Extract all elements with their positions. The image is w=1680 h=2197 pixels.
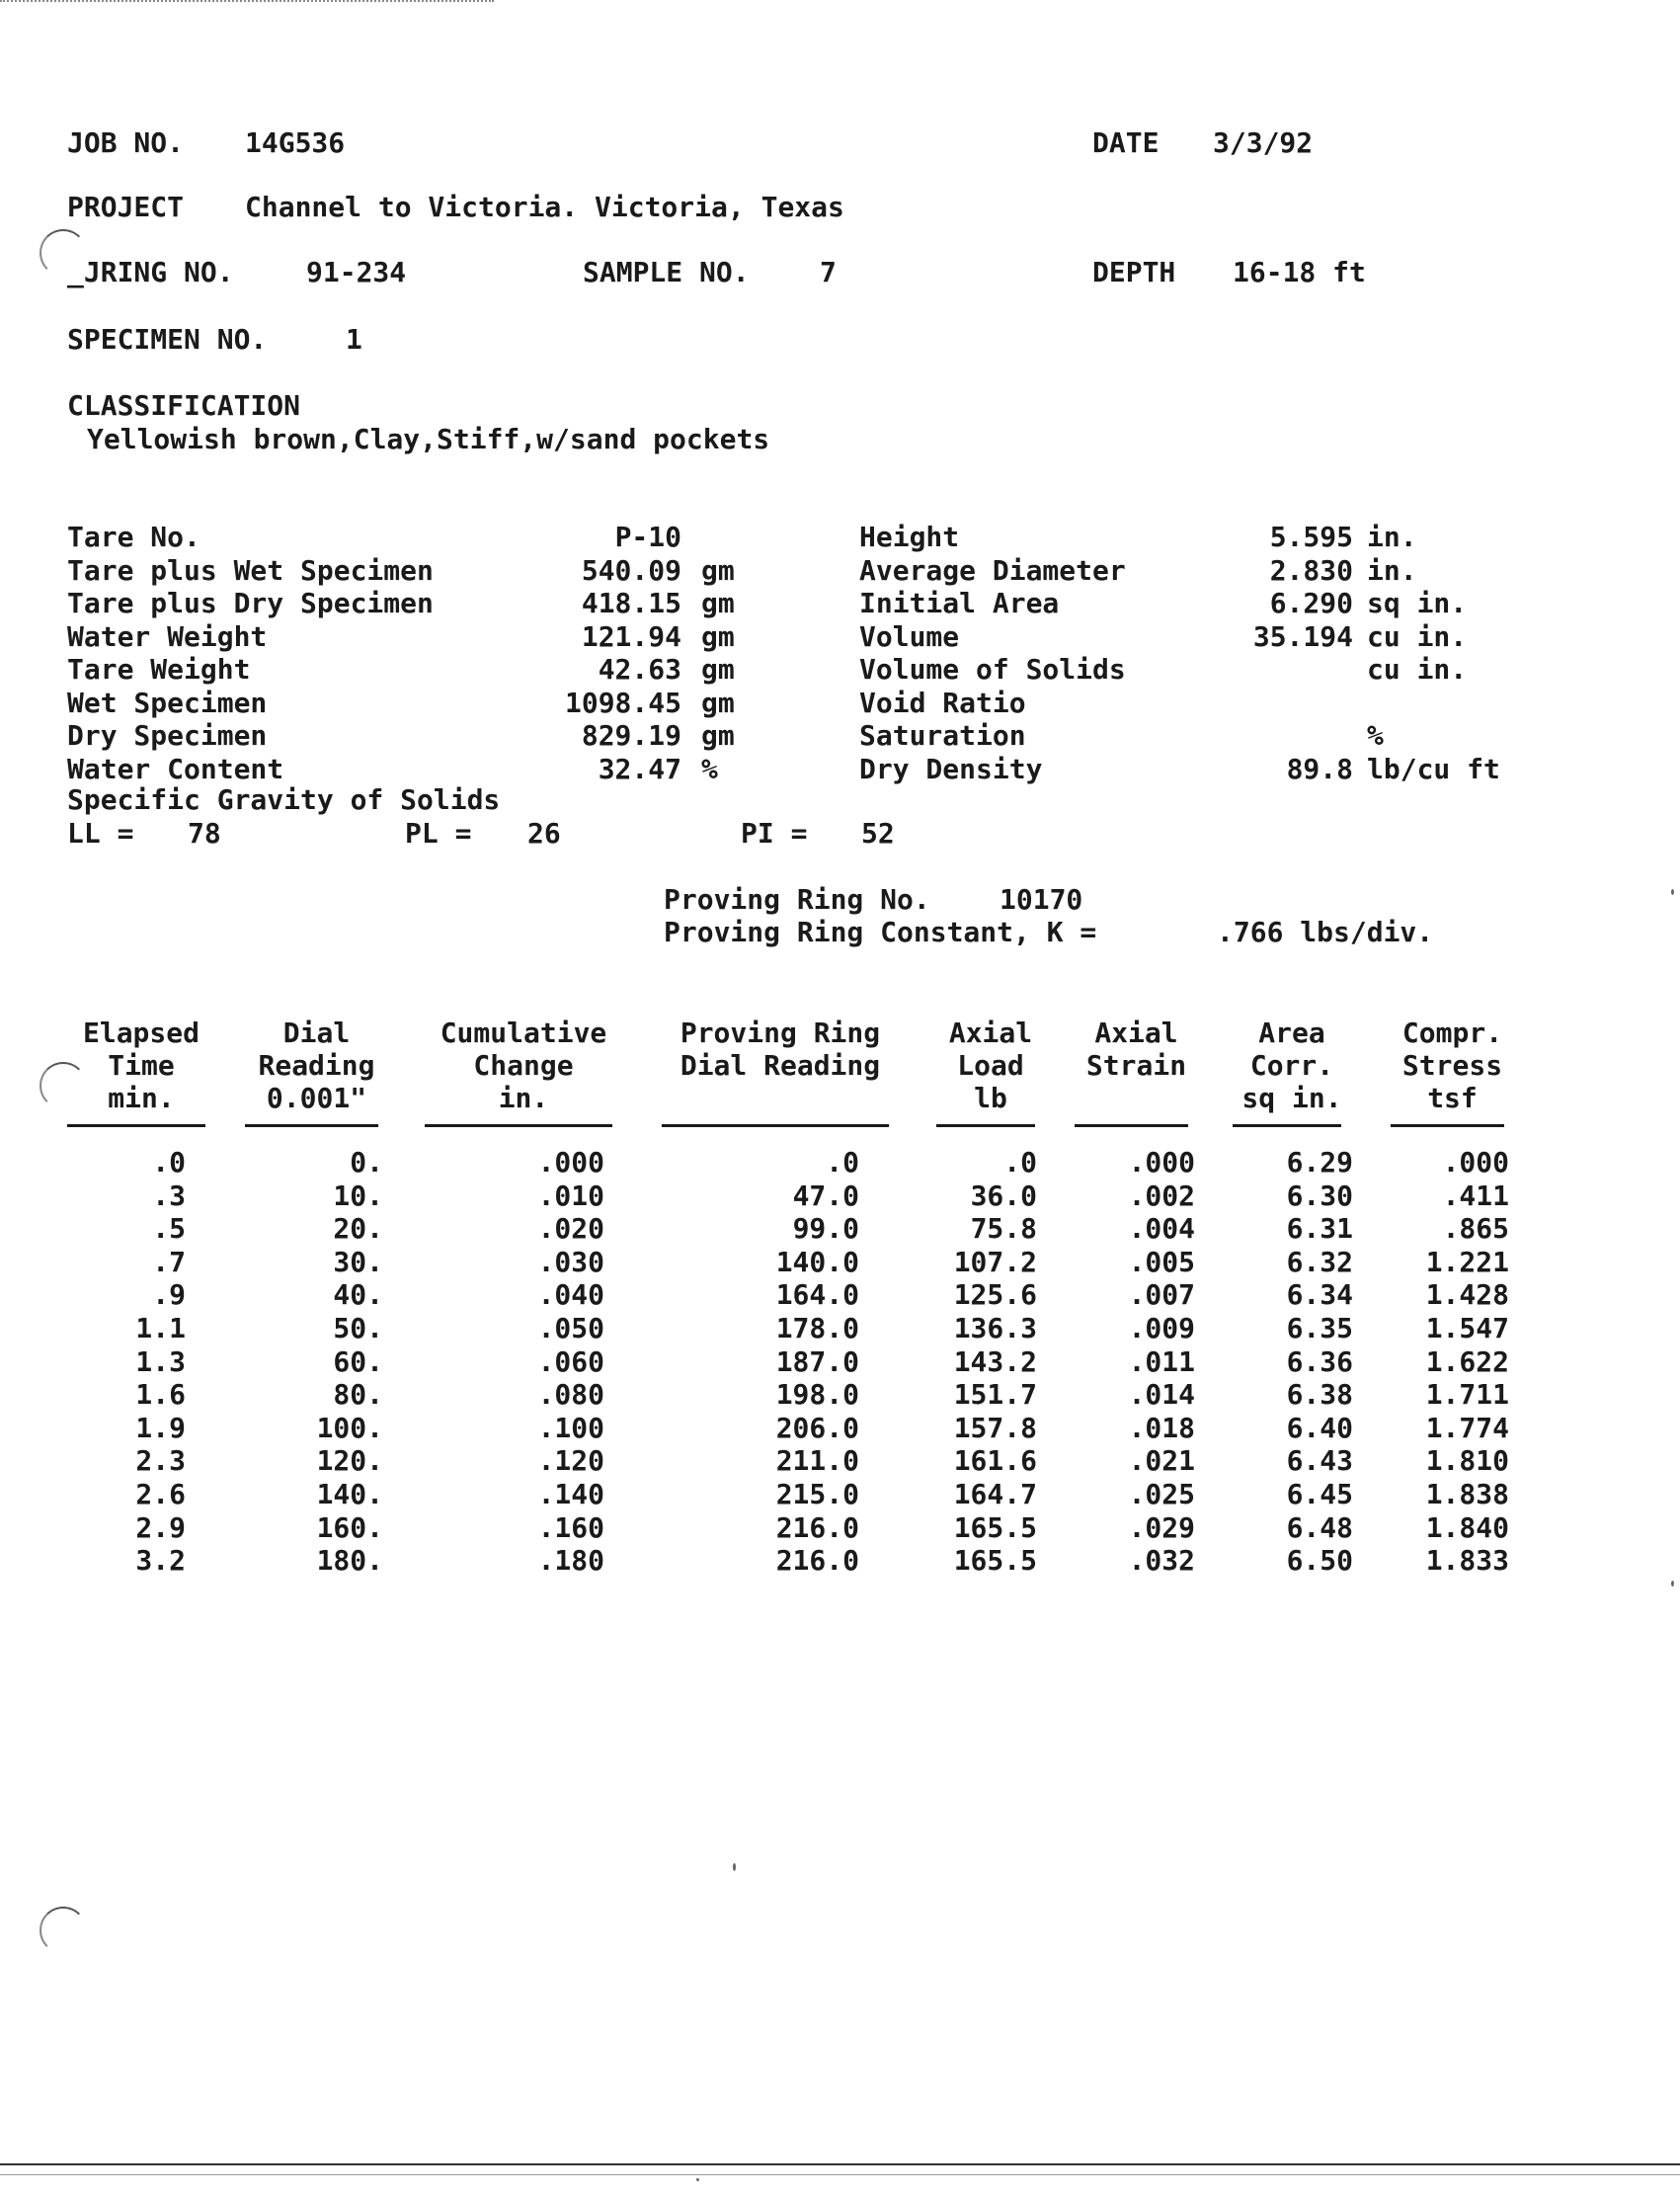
table-cell: 6.48 [1286, 1510, 1353, 1544]
ll-label: LL = [67, 817, 134, 850]
prop-unit: lb/cu ft [1367, 752, 1500, 785]
table-cell: 2.3 [135, 1444, 186, 1478]
prop-unit: sq in. [1367, 587, 1468, 619]
table-cell: 6.34 [1286, 1278, 1353, 1312]
table-cell: 6.32 [1286, 1245, 1353, 1278]
table-cell: 1.833 [1425, 1544, 1509, 1578]
table-header: lb [974, 1082, 1007, 1114]
prop-label: Initial Area [859, 587, 1060, 619]
prop-label: Tare Weight [67, 653, 251, 686]
table-cell: 10. [333, 1179, 383, 1212]
header-underline [67, 1124, 205, 1127]
table-cell: 47.0 [792, 1179, 859, 1212]
prop-unit: cu in. [1367, 619, 1468, 653]
table-cell: .120 [537, 1444, 604, 1478]
prop-value: 2.830 [1269, 553, 1353, 587]
pi-value: 52 [861, 817, 895, 850]
table-cell: .050 [537, 1312, 604, 1344]
table-cell: 161.6 [953, 1444, 1037, 1478]
prop-value: 1098.45 [564, 686, 681, 719]
table-cell: .7 [152, 1245, 186, 1278]
table-cell: .411 [1442, 1179, 1509, 1212]
table-cell: .004 [1128, 1212, 1195, 1246]
prop-unit: gm [701, 686, 735, 719]
boring-no-value: 91-234 [306, 256, 407, 288]
table-cell: 1.6 [135, 1378, 186, 1412]
prop-value: 5.595 [1269, 521, 1353, 553]
header-underline [1075, 1124, 1188, 1127]
table-cell: 165.5 [953, 1544, 1037, 1578]
table-cell: 178.0 [775, 1312, 859, 1344]
proving-ring-constant-label: Proving Ring Constant, K = [664, 916, 1097, 948]
table-cell: 2.9 [135, 1510, 186, 1544]
scan-top-marks [0, 0, 494, 5]
table-cell: .160 [537, 1510, 604, 1544]
table-cell: 80. [333, 1378, 383, 1412]
proving-ring-no-value: 10170 [1000, 883, 1083, 916]
sample-no-value: 7 [820, 256, 837, 288]
prop-value: P-10 [614, 521, 681, 553]
table-cell: 165.5 [953, 1510, 1037, 1544]
prop-label: Tare plus Wet Specimen [67, 553, 434, 587]
table-header: Strain [1085, 1049, 1187, 1082]
table-cell: 143.2 [953, 1344, 1037, 1378]
table-cell: 151.7 [953, 1378, 1037, 1412]
specific-gravity-label: Specific Gravity of Solids [67, 783, 501, 816]
prop-label: Tare No. [67, 521, 200, 553]
table-cell: .011 [1128, 1344, 1195, 1378]
prop-value: 32.47 [598, 752, 681, 785]
header-underline [245, 1124, 378, 1127]
prop-unit: in. [1367, 553, 1417, 587]
table-cell: 215.0 [775, 1478, 859, 1510]
table-header: Corr. [1249, 1049, 1334, 1082]
table-cell: 6.29 [1286, 1146, 1353, 1179]
table-cell: 206.0 [775, 1411, 859, 1444]
prop-label: Height [859, 521, 960, 553]
header-underline [1391, 1124, 1504, 1127]
prop-value: 829.19 [581, 719, 681, 752]
prop-value: 89.8 [1286, 752, 1353, 785]
prop-value: 540.09 [581, 553, 681, 587]
table-cell: 40. [333, 1278, 383, 1312]
table-cell: 50. [333, 1312, 383, 1344]
prop-label: Void Ratio [859, 686, 1026, 719]
table-header: in. [498, 1082, 549, 1114]
scan-artifact-bottom [40, 1907, 87, 1954]
table-header: Dial Reading [680, 1049, 881, 1082]
table-cell: .030 [537, 1245, 604, 1278]
prop-label: Volume of Solids [859, 653, 1126, 686]
table-cell: 1.3 [135, 1344, 186, 1378]
specimen-no-label: SPECIMEN NO. [67, 323, 268, 356]
prop-label: Saturation [859, 719, 1026, 752]
prop-label: Dry Specimen [67, 719, 268, 752]
table-header: Proving Ring [680, 1017, 881, 1049]
table-cell: .140 [537, 1478, 604, 1510]
table-header: Cumulative [440, 1017, 607, 1049]
table-cell: 1.838 [1425, 1478, 1509, 1510]
table-cell: 1.547 [1425, 1312, 1509, 1344]
table-cell: 164.7 [953, 1478, 1037, 1510]
depth-label: DEPTH [1092, 256, 1176, 288]
scan-bottom-edge-2 [0, 2174, 1680, 2175]
project-value: Channel to Victoria. Victoria, Texas [245, 191, 844, 223]
table-cell: .032 [1128, 1544, 1195, 1578]
classification-label: CLASSIFICATION [67, 389, 301, 422]
table-cell: 216.0 [775, 1544, 859, 1578]
prop-value: 6.290 [1269, 587, 1353, 619]
scan-speck [696, 2178, 699, 2181]
table-cell: .000 [537, 1146, 604, 1179]
prop-value: 121.94 [581, 619, 681, 653]
prop-unit: gm [701, 653, 735, 686]
table-header: Stress [1401, 1049, 1503, 1082]
table-cell: .100 [537, 1411, 604, 1444]
table-cell: 60. [333, 1344, 383, 1378]
table-cell: 180. [316, 1544, 383, 1578]
scan-artifact-mid [40, 1062, 87, 1109]
table-header: Reading [258, 1049, 375, 1082]
prop-label: Water Weight [67, 619, 268, 653]
prop-label: Wet Specimen [67, 686, 268, 719]
table-cell: 136.3 [953, 1312, 1037, 1344]
job-no-label: JOB NO. [67, 126, 185, 159]
table-cell: 30. [333, 1245, 383, 1278]
table-header: Elapsed [82, 1017, 200, 1049]
table-cell: 1.840 [1425, 1510, 1509, 1544]
table-cell: .000 [1128, 1146, 1195, 1179]
table-cell: 3.2 [135, 1544, 186, 1578]
prop-label: Tare plus Dry Specimen [67, 587, 434, 619]
table-cell: 1.774 [1425, 1411, 1509, 1444]
table-cell: 157.8 [953, 1411, 1037, 1444]
prop-label: Volume [859, 619, 960, 653]
header-underline [662, 1124, 889, 1127]
table-cell: 140. [316, 1478, 383, 1510]
table-cell: 6.43 [1286, 1444, 1353, 1478]
table-cell: .009 [1128, 1312, 1195, 1344]
prop-unit: % [701, 752, 718, 785]
table-cell: 1.9 [135, 1411, 186, 1444]
scan-speck [733, 1863, 736, 1871]
specimen-no-value: 1 [346, 323, 362, 356]
table-header: Change [473, 1049, 574, 1082]
prop-label: Water Content [67, 752, 284, 785]
table-cell: 160. [316, 1510, 383, 1544]
table-header: Load [957, 1049, 1024, 1082]
table-cell: .5 [152, 1212, 186, 1246]
table-cell: 20. [333, 1212, 383, 1246]
header-underline [936, 1124, 1035, 1127]
prop-unit: gm [701, 587, 735, 619]
table-cell: .040 [537, 1278, 604, 1312]
job-no-value: 14G536 [245, 126, 346, 159]
table-cell: 120. [316, 1444, 383, 1478]
table-cell: 164.0 [775, 1278, 859, 1312]
table-header: Area [1258, 1017, 1325, 1049]
table-cell: .060 [537, 1344, 604, 1378]
table-header: Axial [1094, 1017, 1178, 1049]
table-cell: .000 [1442, 1146, 1509, 1179]
table-cell: .005 [1128, 1245, 1195, 1278]
proving-ring-no-label: Proving Ring No. [664, 883, 930, 916]
pi-label: PI = [741, 817, 808, 850]
table-cell: .021 [1128, 1444, 1195, 1478]
table-header: 0.001" [266, 1082, 367, 1114]
table-cell: 6.40 [1286, 1411, 1353, 1444]
prop-unit: gm [701, 719, 735, 752]
table-cell: .0 [152, 1146, 186, 1179]
scan-speck [1671, 889, 1674, 895]
table-cell: 6.30 [1286, 1179, 1353, 1212]
sample-no-label: SAMPLE NO. [583, 256, 750, 288]
table-cell: .0 [826, 1146, 859, 1179]
prop-label: Average Diameter [859, 553, 1126, 587]
pl-label: PL = [405, 817, 472, 850]
prop-unit: in. [1367, 521, 1417, 553]
table-header: min. [108, 1082, 175, 1114]
table-cell: 198.0 [775, 1378, 859, 1412]
table-cell: .020 [537, 1212, 604, 1246]
table-cell: 1.810 [1425, 1444, 1509, 1478]
table-cell: .080 [537, 1378, 604, 1412]
table-cell: 36.0 [970, 1179, 1037, 1212]
table-cell: 140.0 [775, 1245, 859, 1278]
table-cell: .025 [1128, 1478, 1195, 1510]
table-header: Compr. [1401, 1017, 1503, 1049]
table-cell: 1.1 [135, 1312, 186, 1344]
table-cell: .007 [1128, 1278, 1195, 1312]
proving-ring-constant-value: .766 lbs/div. [1217, 916, 1434, 948]
table-cell: .002 [1128, 1179, 1195, 1212]
table-cell: 125.6 [953, 1278, 1037, 1312]
prop-label: Dry Density [859, 752, 1043, 785]
prop-value: 418.15 [581, 587, 681, 619]
table-header: Dial [282, 1017, 351, 1049]
classification-value: Yellowish brown,Clay,Stiff,w/sand pockets [87, 423, 770, 455]
table-cell: 0. [350, 1146, 383, 1179]
table-header: tsf [1427, 1082, 1478, 1114]
table-header: Time [108, 1049, 175, 1082]
table-cell: 75.8 [970, 1212, 1037, 1246]
table-cell: 6.31 [1286, 1212, 1353, 1246]
table-cell: 2.6 [135, 1478, 186, 1510]
table-cell: .9 [152, 1278, 186, 1312]
table-cell: 1.711 [1425, 1378, 1509, 1412]
table-cell: 211.0 [775, 1444, 859, 1478]
header-underline [425, 1124, 612, 1127]
table-cell: 6.45 [1286, 1478, 1353, 1510]
pl-value: 26 [527, 817, 561, 850]
prop-unit: % [1367, 719, 1384, 752]
table-cell: 6.35 [1286, 1312, 1353, 1344]
table-cell: 187.0 [775, 1344, 859, 1378]
table-cell: 6.36 [1286, 1344, 1353, 1378]
table-cell: 100. [316, 1411, 383, 1444]
table-cell: .010 [537, 1179, 604, 1212]
project-label: PROJECT [67, 191, 185, 223]
table-cell: 216.0 [775, 1510, 859, 1544]
table-cell: .0 [1003, 1146, 1037, 1179]
prop-value: 42.63 [598, 653, 681, 686]
prop-unit: cu in. [1367, 653, 1468, 686]
prop-unit: gm [701, 619, 735, 653]
header-underline [1233, 1124, 1341, 1127]
table-header: sq in. [1241, 1082, 1342, 1114]
depth-value: 16-18 ft [1233, 256, 1366, 288]
date-label: DATE [1092, 126, 1160, 159]
scan-bottom-edge [0, 2163, 1680, 2165]
table-cell: 1.221 [1425, 1245, 1509, 1278]
scan-artifact-top [40, 229, 87, 277]
table-cell: 6.50 [1286, 1544, 1353, 1578]
table-cell: .3 [152, 1179, 186, 1212]
table-cell: 99.0 [792, 1212, 859, 1246]
ll-value: 78 [188, 817, 221, 850]
table-cell: .014 [1128, 1378, 1195, 1412]
prop-unit: gm [701, 553, 735, 587]
boring-no-label: _JRING NO. [67, 256, 234, 288]
date-value: 3/3/92 [1213, 126, 1314, 159]
table-cell: 1.428 [1425, 1278, 1509, 1312]
prop-value: 35.194 [1252, 619, 1353, 653]
table-cell: .029 [1128, 1510, 1195, 1544]
table-cell: .865 [1442, 1212, 1509, 1246]
scan-speck [1671, 1581, 1674, 1587]
table-cell: 1.622 [1425, 1344, 1509, 1378]
table-cell: .018 [1128, 1411, 1195, 1444]
table-header: Axial [948, 1017, 1033, 1049]
table-cell: 107.2 [953, 1245, 1037, 1278]
table-cell: .180 [537, 1544, 604, 1578]
table-cell: 6.38 [1286, 1378, 1353, 1412]
